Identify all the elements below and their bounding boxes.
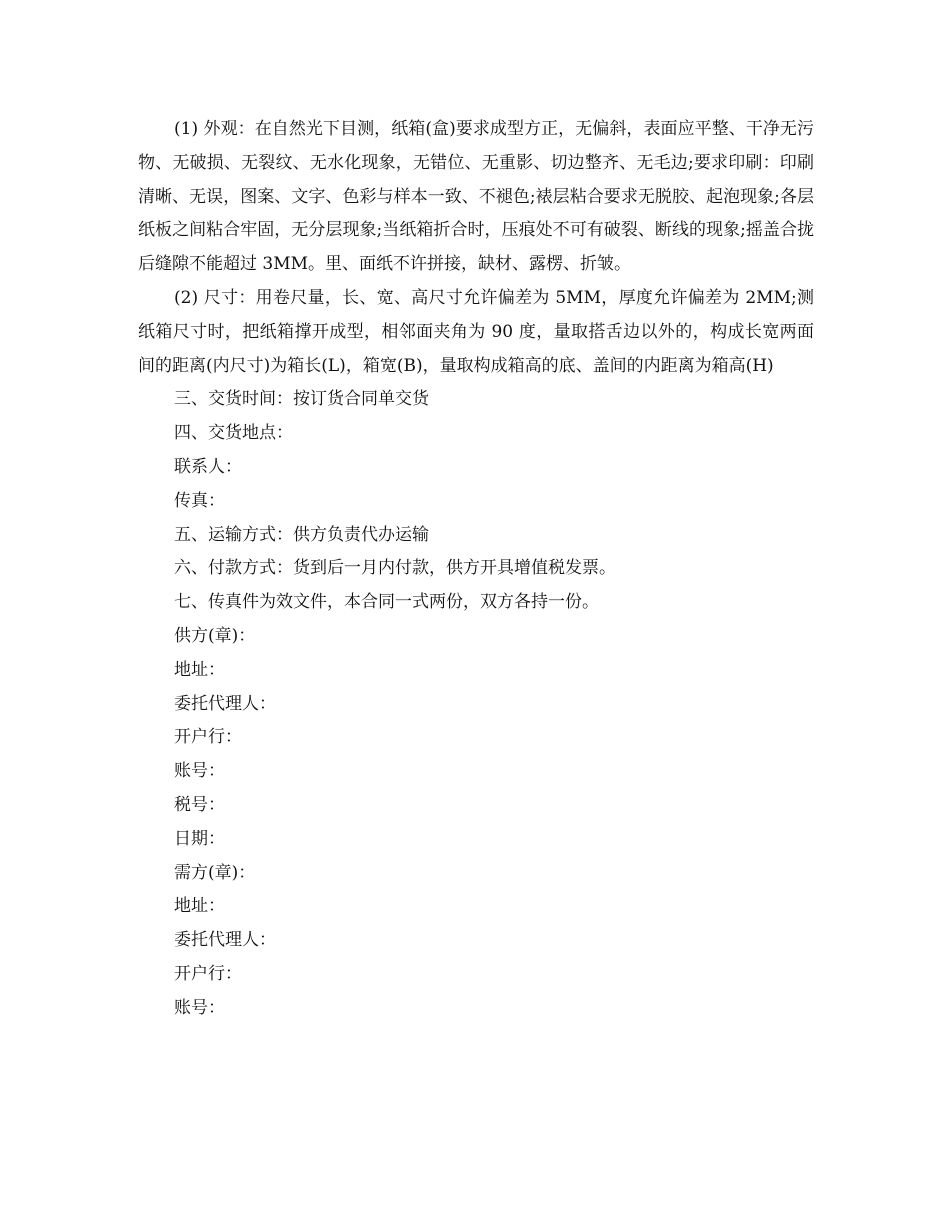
contact-person-line: 联系人： xyxy=(174,456,242,477)
transport-method-line: 五、运输方式：供方负责代办运输 xyxy=(174,524,429,545)
supplier-date-line: 日期： xyxy=(174,828,225,849)
buyer-agent-line: 委托代理人： xyxy=(174,930,276,951)
supplier-bank-line: 开户行： xyxy=(174,727,242,748)
supplier-address-line: 地址： xyxy=(174,659,225,680)
supplier-seal-line: 供方(章)： xyxy=(174,625,256,646)
document-body xyxy=(138,113,814,1026)
supplier-tax-id-line: 税号： xyxy=(174,794,225,815)
buyer-address-line: 地址： xyxy=(174,896,225,917)
fax-line: 传真： xyxy=(174,490,225,511)
buyer-account-line: 账号： xyxy=(174,997,225,1018)
supplier-account-line: 账号： xyxy=(174,761,225,782)
appearance-paragraph: (1) 外观：在自然光下目测，纸箱(盒)要求成型方正，无偏斜，表面应平整、干净无污物、无破损、无裂纹、无水化现象，无错位、无重影、切边整齐、无毛边;要求印刷：印刷清晰、无误，图案、文字、色彩与样本一致、不褪色;裱层粘合要求无脱胶、起泡现象;各层纸板之间粘合牢固，无分层现象;当纸箱折合时，压痕处不可有破裂、断线的现象;摇盖合拢后缝隙不能超过 3MM。里、面纸不许拼接，缺材、露楞、折皱。 xyxy=(138,119,814,275)
buyer-bank-line: 开户行： xyxy=(174,963,242,984)
dimension-paragraph: (2) 尺寸：用卷尺量，长、宽、高尺寸允许偏差为 5MM，厚度允许偏差为 2MM;测纸箱尺寸时，把纸箱撑开成型，相邻面夹角为 90 度，量取搭舌边以外的，构成长宽两面间的距离(内尺寸)为箱长(L)，箱宽(B)，量取构成箱高的底、盖间的内距离为箱高(H) xyxy=(138,287,814,376)
buyer-seal-line: 需方(章)： xyxy=(174,862,256,883)
delivery-place-line: 四、交货地点： xyxy=(174,423,293,444)
delivery-time-line: 三、交货时间：按订货合同单交货 xyxy=(174,389,429,410)
fax-validity-line: 七、传真件为效文件，本合同一式两份，双方各持一份。 xyxy=(174,592,599,613)
supplier-agent-line: 委托代理人： xyxy=(174,693,276,714)
payment-method-line: 六、付款方式：货到后一月内付款，供方开具增值税发票。 xyxy=(174,558,616,579)
